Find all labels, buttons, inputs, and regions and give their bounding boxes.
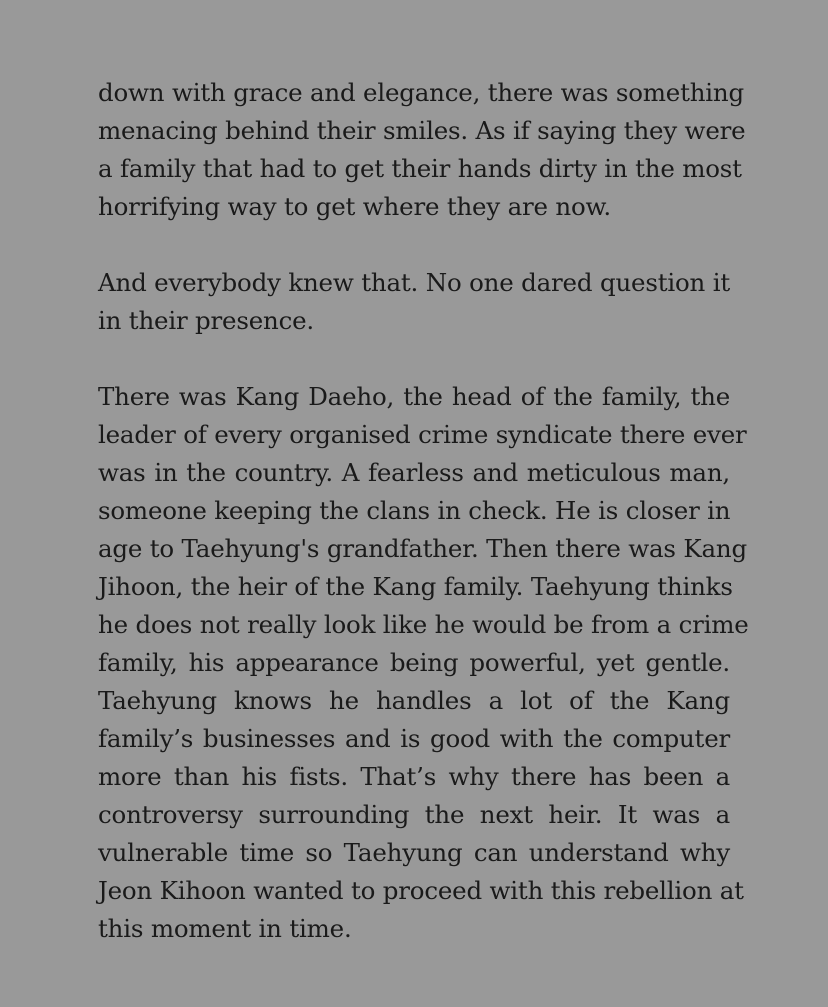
text-line: family, his appearance being powerful, yet gentle. (98, 648, 730, 677)
text-line: in their presence. (98, 306, 315, 335)
text-line: a family that had to get their hands dirty in the most (98, 154, 742, 183)
document-page (98, 74, 749, 986)
text-line: And everybody knew that. No one dared question it (98, 268, 730, 297)
text-line: down with grace and elegance, there was something (98, 78, 744, 107)
text-line: leader of every organised crime syndicate there ever (98, 420, 747, 449)
text-line: controversy surrounding the next heir. It was a (98, 800, 730, 829)
paragraph-3 (98, 378, 749, 948)
text-line: horrifying way to get where they are now. (98, 192, 611, 221)
text-line: family’s businesses and is good with the computer (98, 724, 730, 753)
paragraph-1 (98, 74, 746, 226)
text-line: vulnerable time so Taehyung can understand why (98, 838, 730, 867)
text-line: menacing behind their smiles. As if saying they were (98, 116, 746, 145)
paragraph-2 (98, 264, 730, 340)
text-line: Jihoon, the heir of the Kang family. Taehyung thinks (98, 572, 733, 601)
text-line: Jeon Kihoon wanted to proceed with this rebellion at (98, 876, 744, 905)
text-line: more than his fists. That’s why there has been a (98, 762, 730, 791)
text-line: Taehyung knows he handles a lot of the Kang (98, 686, 730, 715)
text-line: someone keeping the clans in check. He is closer in (98, 496, 731, 525)
text-line: There was Kang Daeho, the head of the family, the (98, 382, 730, 411)
text-line: age to Taehyung's grandfather. Then there was Kang (98, 534, 747, 563)
text-line: this moment in time. (98, 914, 352, 943)
text-line: he does not really look like he would be from a crime (98, 610, 749, 639)
text-line: was in the country. A fearless and meticulous man, (98, 458, 730, 487)
